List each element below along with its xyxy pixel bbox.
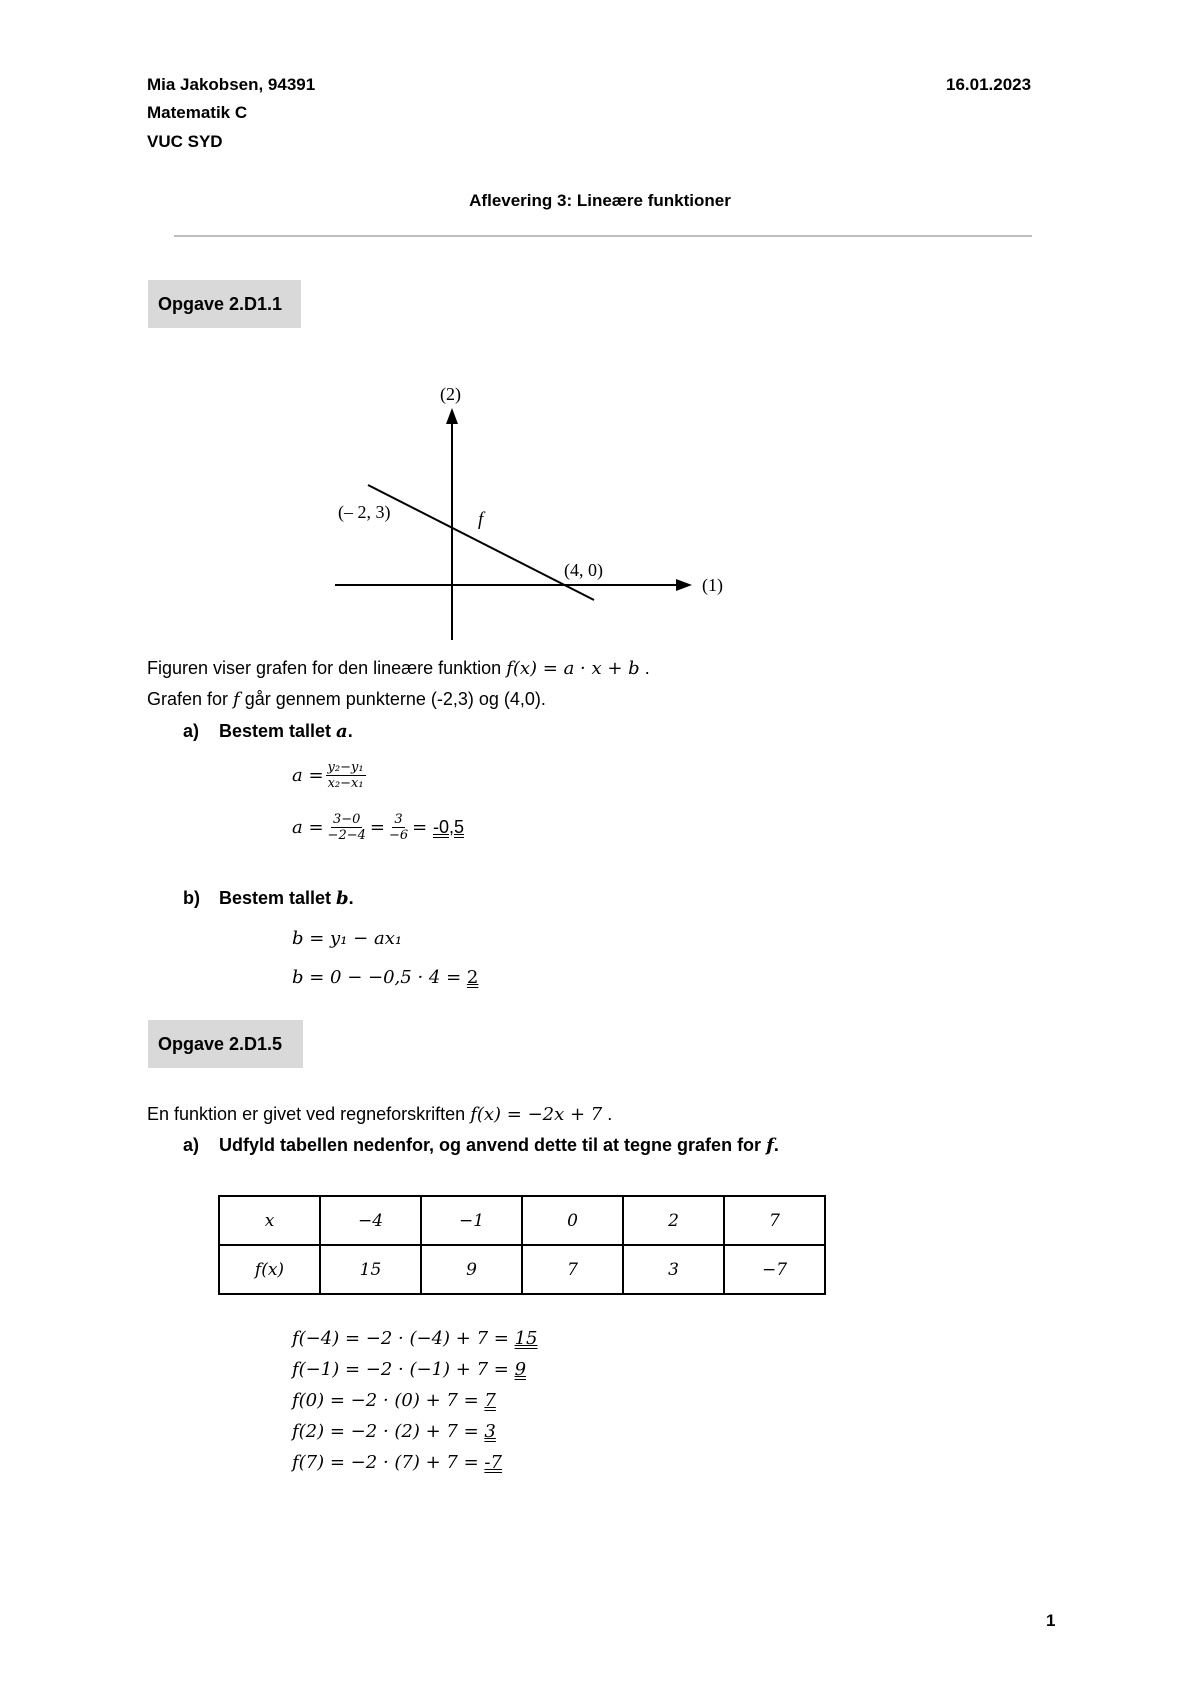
linear-function-graph <box>320 380 740 645</box>
x-axis-arrow <box>676 579 692 591</box>
table-cell: x <box>219 1196 320 1245</box>
school-name: VUC SYD <box>147 132 223 151</box>
title-divider <box>174 235 1032 237</box>
point-label-minus2-3: (– 2, 3) <box>338 502 391 522</box>
document-date: 16.01.2023 <box>946 75 1032 94</box>
calc-result: 3 <box>484 1421 496 1442</box>
answer-a: -0,5 <box>432 817 464 837</box>
y-axis-arrow <box>446 408 458 424</box>
calc-line: f(0) = −2 · (0) + 7 = 7 <box>292 1390 496 1411</box>
task2-a-question: Udfyld tabellen nedenfor, og anvend dette til at tegne grafen for f. <box>219 1135 779 1156</box>
table-cell: 0 <box>522 1196 623 1245</box>
course-name: Matematik C <box>147 103 248 122</box>
table-cell: 9 <box>421 1245 522 1294</box>
table-cell: f(x) <box>219 1245 320 1294</box>
value-table <box>218 1195 826 1295</box>
x-axis-label: (1) <box>702 575 723 595</box>
task1-a-marker: a) <box>183 721 200 741</box>
task-label-2d15: Opgave 2.D1.5 <box>148 1020 303 1068</box>
table-cell: −4 <box>320 1196 421 1245</box>
author-name: Mia Jakobsen, 94391 <box>147 75 316 94</box>
table-cell: 2 <box>623 1196 724 1245</box>
line-label-f: f <box>478 509 484 530</box>
task1-b-calculation: b = 0 − −0,5 · 4 = 2 <box>292 967 479 988</box>
task2-intro: En funktion er givet ved regneforskriften f(x) = −2x + 7 . <box>147 1104 613 1125</box>
table-cell: 15 <box>320 1245 421 1294</box>
table-row-fx <box>219 1245 825 1294</box>
calc-line: f(2) = −2 · (2) + 7 = 3 <box>292 1421 496 1442</box>
page-number: 1 <box>1046 1611 1056 1630</box>
document-title: Aflevering 3: Lineære funktioner <box>469 191 731 210</box>
calc-line: f(−1) = −2 · (−1) + 7 = 9 <box>292 1359 527 1380</box>
y-axis-label: (2) <box>440 384 461 404</box>
task1-b-formula: b = y₁ − ax₁ <box>292 928 403 949</box>
task-label-2d11: Opgave 2.D1.1 <box>148 280 301 328</box>
calc-result: 15 <box>514 1328 538 1349</box>
task1-b-marker: b) <box>183 888 200 908</box>
answer-b: 2 <box>466 967 479 988</box>
task1-b-question: Bestem tallet b. <box>219 888 354 909</box>
point-label-4-0: (4, 0) <box>564 560 603 580</box>
table-row-x <box>219 1196 825 1245</box>
task2-a-marker: a) <box>183 1135 200 1155</box>
task1-a-formula: a = $\frac{\text{y₂−y₁}}{\text{x₂−x₁}}$ <box>292 760 364 791</box>
table-cell: 3 <box>623 1245 724 1294</box>
table-cell: 7 <box>724 1196 825 1245</box>
table-cell: 7 <box>522 1245 623 1294</box>
task1-a-calculation: a = $\frac{3-0}{-2-4}$ = $\frac{3}{-6}$ = -0,5 <box>292 812 464 843</box>
task1-intro-line2: Grafen for f går gennem punkterne (-2,3) og (4,0). <box>147 689 546 710</box>
calc-result: 7 <box>484 1390 496 1411</box>
table-cell: −1 <box>421 1196 522 1245</box>
calc-result: 9 <box>514 1359 527 1380</box>
function-line-f <box>368 485 594 600</box>
task1-a-question: Bestem tallet a. <box>219 721 353 742</box>
table-cell: −7 <box>724 1245 825 1294</box>
task1-intro-line1: Figuren viser grafen for den lineære funktion f(x) = a · x + b . <box>147 658 650 679</box>
calc-line: f(7) = −2 · (7) + 7 = -7 <box>292 1452 502 1473</box>
calc-line: f(−4) = −2 · (−4) + 7 = 15 <box>292 1328 538 1349</box>
calc-result: -7 <box>484 1452 502 1473</box>
